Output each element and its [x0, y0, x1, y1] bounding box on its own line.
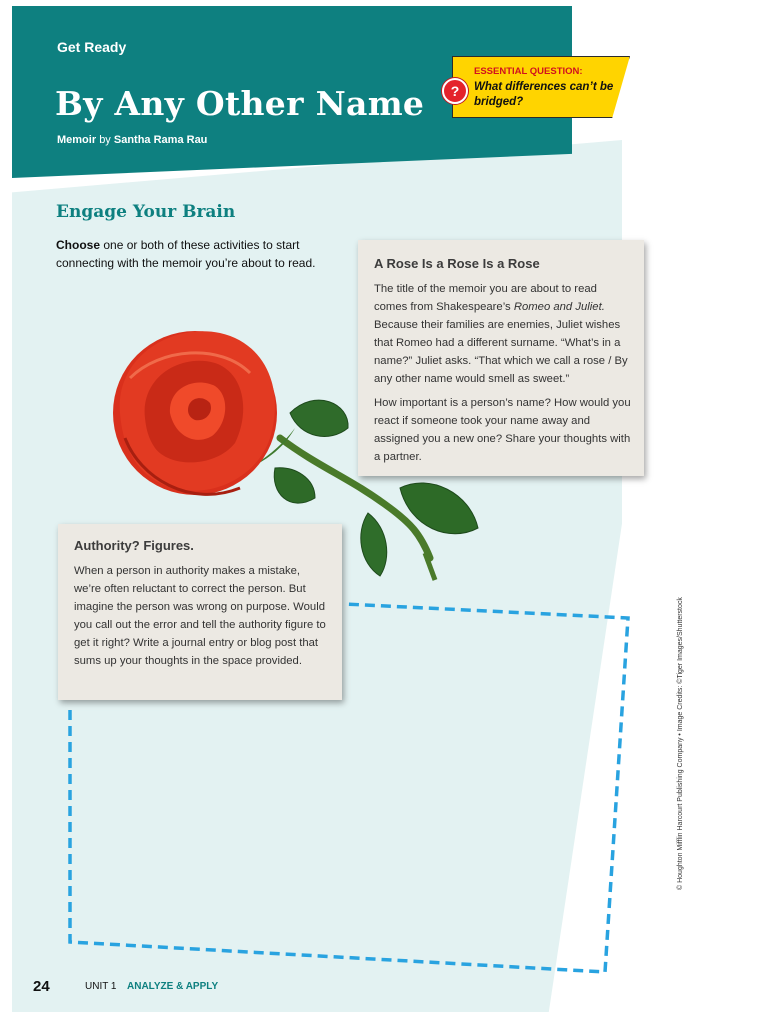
- genre-label: Memoir: [57, 134, 97, 146]
- authority-activity-card: [58, 524, 342, 700]
- page-number: 24: [33, 978, 50, 995]
- page-title: By Any Other Name: [55, 84, 425, 123]
- rose-text-1b: Because their families are enemies, Juliet wishes that Romeo had a different surname. “What’s in a name?” Juliet asks. “That which we call a rose / By any other name would smell as sweet.”: [374, 319, 628, 385]
- section-label: ANALYZE & APPLY: [127, 981, 219, 992]
- section-heading: Engage Your Brain: [56, 202, 236, 222]
- essential-question-text: What differences can’t be bridged?: [474, 81, 614, 108]
- rose-card-body: [374, 280, 632, 472]
- by-word: by: [99, 134, 111, 146]
- author-name: Santha Rama Rau: [113, 134, 208, 146]
- unit-label: UNIT 1: [85, 981, 117, 992]
- image-credit: © Houghton Mifflin Harcourt Publishing Company • Image Credits: ©Tiger Images/Shutterstock: [677, 597, 684, 890]
- rose-text-1a: The title of the memoir you are about to read comes from Shakespeare’s: [374, 283, 597, 313]
- kicker-label: Get Ready: [57, 39, 127, 55]
- essential-question-label: ESSENTIAL QUESTION:: [474, 66, 583, 77]
- intro-rest: one or both of these activities to start connecting with the memoir you’re about to read.: [56, 238, 316, 270]
- intro-lead: Choose: [56, 238, 101, 252]
- rose-text-2: How important is a person’s name? How would you react if someone took your name away and assigned you a new one? Share your thoughts with a partner.: [374, 397, 631, 463]
- rose-card-title: A Rose Is a Rose Is a Rose: [374, 256, 540, 271]
- byline: [57, 134, 207, 146]
- question-mark-icon: ?: [442, 78, 468, 104]
- authority-card-body: When a person in authority makes a mistake, we’re often reluctant to correct the person. But imagine the person was wrong on purpose. Would you call out the error and tell the authority figure to get it right? Write a journal entry or blog post that sums up your thoughts in the space provided.: [74, 565, 326, 667]
- rose-text-italic: Romeo and Juliet.: [513, 301, 605, 313]
- intro-text: [56, 236, 336, 272]
- rose-activity-card: [358, 240, 644, 476]
- authority-card-title: Authority? Figures.: [74, 538, 194, 553]
